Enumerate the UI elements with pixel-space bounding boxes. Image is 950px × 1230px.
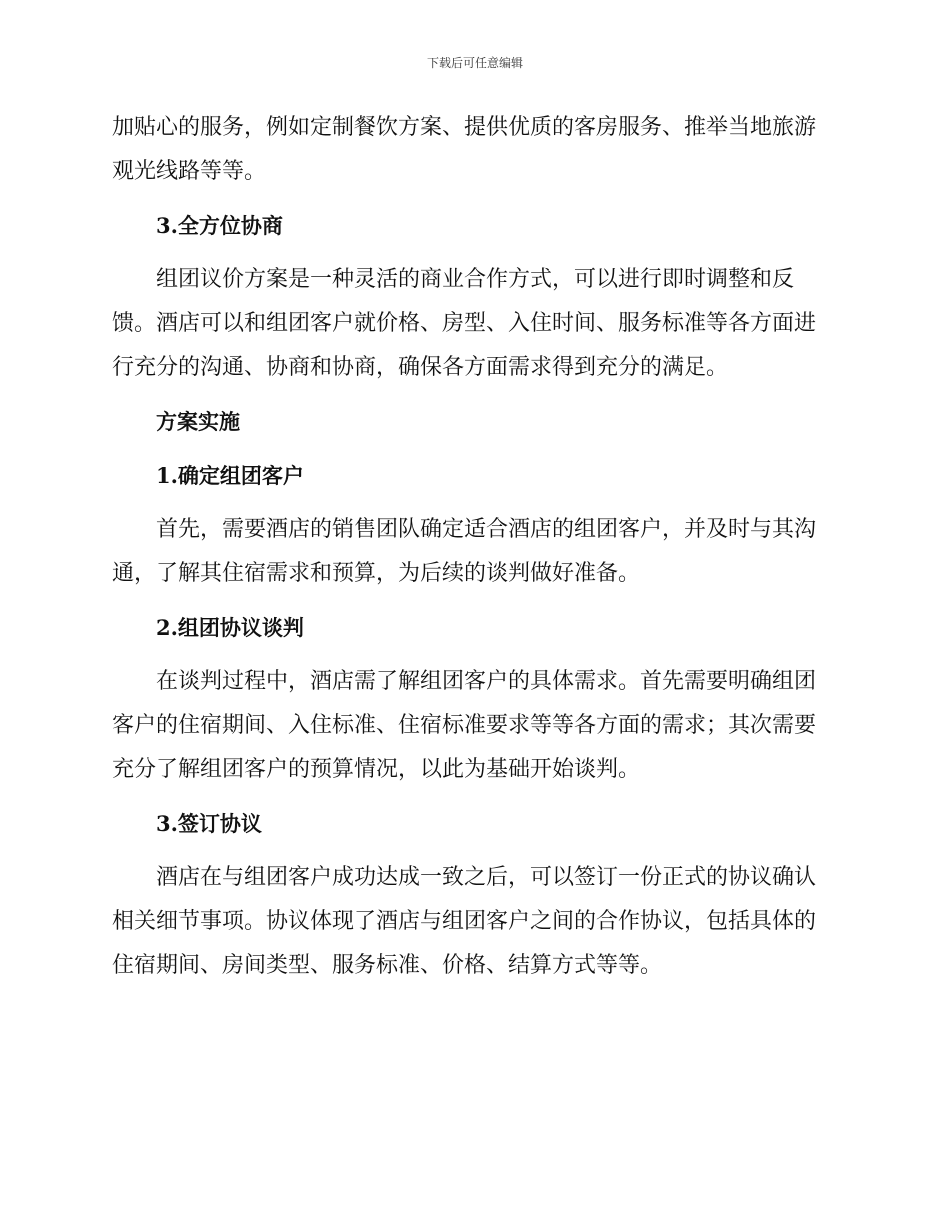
section-heading-comprehensive-negotiation: 3.全方位协商 (156, 213, 283, 238)
section-heading-agreement-negotiation: 2.组团协议谈判 (156, 615, 304, 640)
page-header: 下载后可任意编辑 (426, 56, 523, 70)
section-heading-sign-agreement: 3.签订协议 (156, 811, 262, 836)
paragraph-sign-agreement: 酒店在与组团客户成功达成一致之后，可以签订一份正式的协议确认相关细节事项。协议体现了酒店与组团客户之间的合作协议，包括具体的住宿期间、房间类型、服务标准、价格、结算方式等等。 (112, 865, 817, 978)
paragraph-identify-clients: 首先，需要酒店的销售团队确定适合酒店的组团客户，并及时与其沟通，了解其住宿需求和预算，为后续的谈判做好准备。 (112, 517, 817, 586)
section-heading-implementation: 方案实施 (156, 409, 240, 434)
document-body (112, 106, 832, 988)
paragraph-agreement-negotiation: 在谈判过程中，酒店需了解组团客户的具体需求。首先需要明确组团客户的住宿期间、入住标准、住宿标准要求等等各方面的需求；其次需要充分了解组团客户的预算情况，以此为基础开始谈判。 (112, 669, 817, 782)
paragraph-negotiation: 组团议价方案是一种灵活的商业合作方式，可以进行即时调整和反馈。酒店可以和组团客户就价格、房型、入住时间、服务标准等各方面进行充分的沟通、协商和协商，确保各方面需求得到充分的满足。 (112, 267, 817, 380)
paragraph-continuation: 加贴心的服务，例如定制餐饮方案、提供优质的客房服务、推举当地旅游观光线路等等。 (112, 115, 817, 184)
section-heading-identify-clients: 1.确定组团客户 (156, 463, 304, 488)
